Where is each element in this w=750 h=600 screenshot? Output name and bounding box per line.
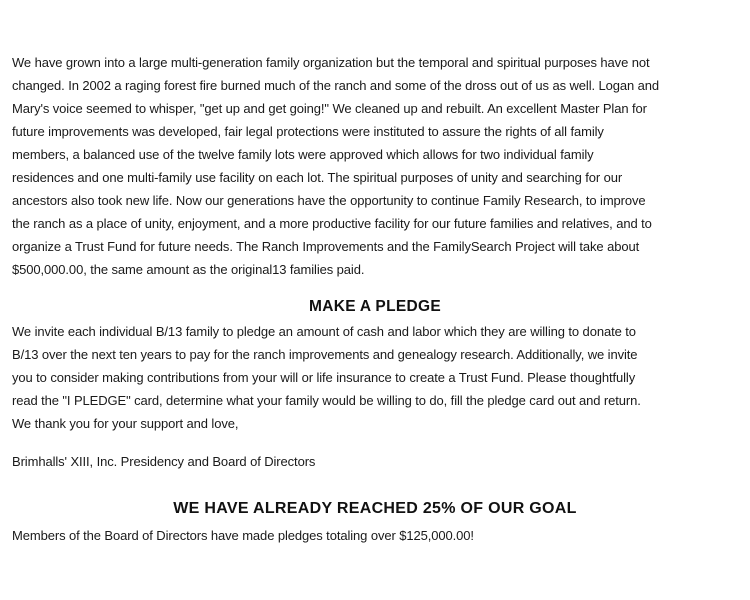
pledge-line: We thank you for your support and love, [12, 416, 239, 431]
intro-line: $500,000.00, the same amount as the original13 families paid. [12, 262, 365, 277]
intro-line: changed. In 2002 a raging forest fire burned much of the ranch and some of the dross out of us as well. Logan and [12, 78, 660, 93]
pledge-line: We invite each individual B/13 family to pledge an amount of cash and labor which they are willing to donate to [12, 324, 636, 339]
intro-line: organize a Trust Fund for future needs. The Ranch Improvements and the FamilySearch Project will take about [12, 239, 640, 254]
intro-line: Mary's voice seemed to whisper, "get up and get going!" We cleaned up and rebuilt. An excellent Master Plan for [12, 101, 647, 116]
intro-line: ancestors also took new life. Now our generations have the opportunity to continue Family Research, to improve [12, 193, 646, 208]
pledge-line: you to consider making contributions from your will or life insurance to create a Trust Fund. Please thoughtfully [12, 370, 636, 385]
pledge-heading: MAKE A PLEDGE [309, 298, 441, 315]
intro-line: residences and one multi-family use facility on each lot. The spiritual purposes of unity and searching for our [12, 170, 623, 185]
intro-line: We have grown into a large multi-generation family organization but the temporal and spiritual purposes have not [12, 55, 650, 70]
pledge-line: B/13 over the next ten years to pay for the ranch improvements and genealogy research. Additionally, we invite [12, 347, 638, 362]
intro-line: members, a balanced use of the twelve family lots were approved which allows for two individual family [12, 147, 594, 162]
intro-line: the ranch as a place of unity, enjoyment, and a more productive facility for our future families and relatives, and to [12, 216, 652, 231]
pledge-line: read the "I PLEDGE" card, determine what your family would be willing to do, fill the pledge card out and return. [12, 393, 641, 408]
signature-line: Brimhalls' XIII, Inc. Presidency and Board of Directors [12, 454, 316, 469]
goal-heading: WE HAVE ALREADY REACHED 25% OF OUR GOAL [173, 500, 577, 517]
goal-line: Members of the Board of Directors have made pledges totaling over $125,000.00! [12, 528, 474, 543]
intro-line: future improvements was developed, fair legal protections were instituted to assure the rights of all family [12, 124, 604, 139]
